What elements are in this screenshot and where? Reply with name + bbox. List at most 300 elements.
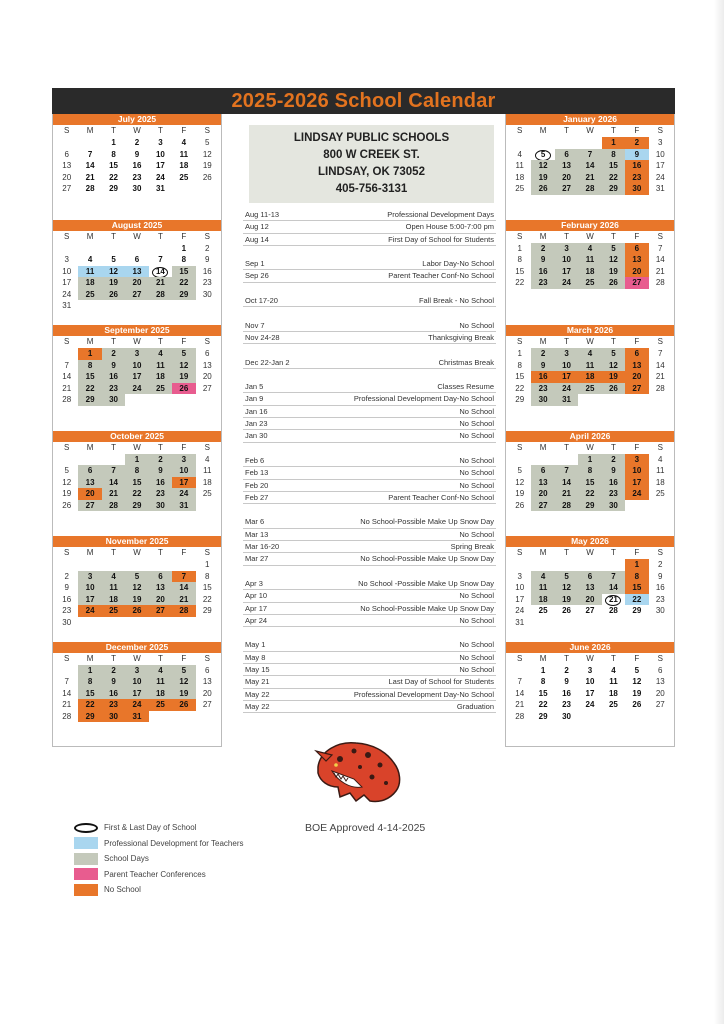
empty-cell (196, 183, 219, 195)
day-cell: 8 (517, 255, 522, 264)
weekday-label: S (657, 653, 663, 663)
empty-cell (172, 183, 195, 195)
event-date: Aug 14 (245, 234, 269, 244)
day-cell: 29 (515, 395, 525, 404)
day-cell: 13 (531, 477, 554, 489)
day-cell: 30 (625, 183, 648, 195)
day-cell: 19 (125, 594, 148, 606)
day-cell: 16 (625, 160, 648, 172)
event-name: No School (459, 591, 494, 601)
empty-cell (125, 559, 148, 571)
empty-cell (102, 243, 125, 255)
day-cell: 22 (78, 699, 101, 711)
empty-cell (578, 617, 601, 629)
weekday-label: S (204, 337, 210, 346)
day-cell: 1 (205, 560, 210, 569)
day-cell: 3 (625, 454, 648, 466)
weekday-label: F (181, 442, 187, 452)
day-cell: 17 (125, 688, 148, 700)
legend-label: First & Last Day of School (104, 823, 197, 833)
weekday-label: T (564, 442, 569, 452)
day-cell: 23 (625, 172, 648, 184)
empty-cell (508, 137, 531, 149)
day-cell: 8 (625, 571, 648, 583)
day-cell: 6 (578, 571, 601, 583)
day-cell: 27 (202, 700, 212, 709)
event-row (243, 234, 496, 246)
legend-label: Professional Development for Teachers (104, 838, 244, 848)
day-cell: 2 (564, 665, 569, 675)
day-cell: 22 (578, 488, 601, 500)
day-cell: 7 (64, 360, 69, 370)
day-cell: 2 (625, 137, 648, 149)
day-cell: 20 (202, 372, 212, 381)
day-cell: 17 (515, 594, 525, 604)
day-cell: 19 (602, 371, 625, 383)
day-cell: 15 (202, 583, 212, 592)
event-date: Jan 9 (245, 394, 264, 404)
day-cell: 24 (78, 605, 101, 617)
day-cell: 20 (78, 488, 101, 500)
weekday-label: W (133, 231, 141, 241)
day-cell: 4 (517, 149, 522, 159)
weekday-label: S (657, 231, 663, 241)
day-cell (531, 149, 554, 161)
month-block (506, 536, 674, 642)
month-block (53, 536, 221, 642)
legend-item (74, 820, 243, 836)
day-cell: 25 (202, 489, 212, 498)
day-cell: 23 (531, 383, 554, 395)
month-block (53, 220, 221, 326)
weekday-label: W (586, 231, 594, 241)
day-cell: 10 (515, 583, 525, 592)
empty-cell (149, 711, 172, 723)
day-cell: 21 (85, 172, 95, 182)
empty-cell (196, 711, 219, 723)
day-cell: 2 (602, 454, 625, 466)
weekday-label: S (517, 548, 523, 557)
day-cell: 17 (625, 477, 648, 489)
day-cell: 26 (602, 383, 625, 395)
day-cell: 28 (172, 605, 195, 617)
empty-cell (78, 243, 101, 255)
weekday-header (506, 125, 674, 136)
day-cell: 11 (149, 360, 172, 372)
weekday-label: W (586, 548, 594, 557)
legend-item (74, 836, 243, 852)
day-cell: 15 (602, 160, 625, 172)
day-cell: 12 (202, 149, 212, 159)
empty-cell (78, 454, 101, 466)
event-row (243, 701, 496, 713)
event-name: No School -Possible Make Up Snow Day (358, 578, 494, 588)
event-name: No School (459, 431, 494, 441)
day-cell: 24 (172, 488, 195, 500)
month-title: April 2026 (506, 431, 674, 442)
day-cell: 8 (205, 571, 210, 581)
weekday-label: T (111, 126, 116, 135)
day-cell: 28 (655, 278, 665, 287)
day-cell: 25 (149, 383, 172, 395)
day-cell: 11 (531, 582, 554, 594)
day-cell: 19 (202, 161, 212, 170)
weekday-label: F (181, 653, 187, 663)
weekday-label: S (64, 442, 70, 452)
event-name: Christmas Break (438, 357, 494, 367)
day-cell: 1 (78, 348, 101, 360)
day-cell: 1 (602, 137, 625, 149)
day-cell: 29 (78, 711, 101, 723)
day-cell: 27 (62, 184, 72, 193)
weekday-label: S (204, 548, 210, 557)
day-cell: 26 (172, 699, 195, 711)
day-cell: 1 (111, 138, 116, 147)
month-title: December 2025 (53, 642, 221, 653)
weekday-label: S (64, 126, 70, 135)
event-name: No School-Possible Make Up Snow Day (360, 517, 494, 527)
day-cell: 20 (531, 488, 554, 500)
day-cell: 8 (602, 149, 625, 161)
color-swatch (74, 868, 98, 880)
event-date: Mar 13 (245, 529, 269, 539)
event-date (245, 443, 315, 455)
weekday-label: S (204, 442, 210, 452)
weekday-label: W (586, 126, 594, 135)
weekday-label: T (111, 231, 116, 241)
day-cell: 27 (625, 277, 648, 289)
day-cell: 14 (655, 255, 665, 264)
day-cell: 13 (78, 477, 101, 489)
day-cell: 20 (625, 371, 648, 383)
day-cell: 2 (102, 348, 125, 360)
weekday-label: T (111, 548, 116, 557)
event-row (243, 258, 496, 270)
day-cell: 9 (602, 465, 625, 477)
day-cell: 16 (149, 477, 172, 489)
event-date: Mar 6 (245, 517, 265, 527)
day-cell: 29 (602, 183, 625, 195)
empty-cell (602, 711, 625, 723)
day-cell: 1 (181, 243, 187, 253)
day-cell: 20 (62, 172, 72, 182)
day-cell: 3 (125, 348, 148, 360)
event-name: Open House 5:00-7:00 pm (405, 222, 494, 232)
event-date: Apr 24 (245, 615, 268, 625)
day-cell: 9 (134, 149, 140, 159)
day-cell: 20 (555, 172, 578, 184)
day-cell: 15 (172, 266, 195, 278)
day-cell: 11 (515, 161, 524, 170)
event-row (243, 357, 496, 369)
day-cell: 8 (78, 360, 101, 372)
weekday-label: T (610, 442, 616, 452)
event-row (243, 603, 496, 615)
day-cell: 12 (555, 582, 578, 594)
day-cell: 28 (578, 183, 601, 195)
weekday-header (506, 442, 674, 453)
day-cell: 28 (655, 383, 665, 393)
day-cell: 2 (102, 665, 125, 677)
day-grid (506, 664, 674, 723)
day-cell: 30 (562, 711, 572, 721)
day-cell: 10 (625, 465, 648, 477)
event-name: No School (459, 664, 494, 674)
color-swatch (74, 853, 98, 865)
day-cell: 18 (149, 371, 172, 383)
day-cell: 31 (515, 617, 525, 627)
weekday-label: M (86, 653, 94, 663)
month-title: September 2025 (53, 325, 221, 336)
day-cell: 18 (102, 594, 125, 606)
day-cell: 19 (555, 594, 578, 606)
event-name: Professional Development Day-No School (353, 689, 494, 699)
day-cell: 13 (555, 160, 578, 172)
day-cell: 12 (602, 360, 625, 372)
day-cell: 4 (87, 255, 93, 264)
weekday-label: M (539, 126, 547, 135)
day-cell: 6 (205, 349, 210, 358)
legend (74, 820, 243, 898)
empty-cell (531, 454, 554, 466)
event-date: Jan 5 (245, 382, 264, 392)
day-grid (506, 453, 674, 512)
empty-cell (78, 137, 101, 149)
day-cell: 23 (602, 488, 625, 500)
day-grid (53, 347, 221, 406)
day-cell: 12 (172, 676, 195, 688)
event-date: Sep 26 (245, 271, 269, 281)
legend-item (74, 851, 243, 867)
month-title: May 2026 (506, 536, 674, 547)
day-cell: 19 (172, 688, 195, 700)
day-cell: 5 (555, 571, 578, 583)
event-row (243, 418, 496, 430)
day-cell: 8 (181, 255, 187, 264)
day-cell: 9 (531, 360, 554, 372)
day-cell: 27 (78, 500, 101, 512)
day-cell: 14 (172, 582, 195, 594)
day-cell: 29 (125, 500, 148, 512)
day-cell: 5 (602, 243, 625, 255)
event-date: Feb 13 (245, 468, 269, 478)
empty-cell (625, 617, 648, 629)
empty-cell (172, 300, 195, 312)
day-cell: 18 (578, 371, 601, 383)
weekday-label: F (634, 126, 640, 135)
event-name: Graduation (456, 701, 494, 711)
weekday-label: S (64, 548, 70, 557)
day-cell: 20 (655, 688, 665, 698)
day-cell: 24 (625, 488, 648, 500)
event-date: Apr 10 (245, 591, 268, 601)
event-date: Nov 7 (245, 320, 265, 330)
day-cell: 10 (155, 149, 165, 159)
day-cell: 5 (172, 348, 195, 360)
weekday-label: S (657, 548, 663, 557)
day-cell: 21 (62, 383, 72, 393)
day-cell: 25 (515, 184, 525, 193)
day-cell: 25 (608, 700, 618, 709)
day-cell: 26 (562, 606, 572, 615)
weekday-label: T (157, 126, 163, 135)
empty-cell (578, 711, 601, 723)
day-cell: 16 (102, 371, 125, 383)
events-column (243, 125, 496, 713)
weekday-label: T (111, 337, 116, 346)
event-row (243, 639, 496, 651)
left-month-column (52, 114, 222, 747)
event-spacer (243, 566, 496, 578)
event-name: Professional Development Days (387, 210, 494, 219)
weekday-label: S (204, 231, 210, 241)
day-cell: 23 (132, 172, 142, 182)
event-name: Parent Teacher Conf-No School (388, 271, 494, 281)
day-cell: 21 (655, 372, 665, 381)
day-cell: 16 (102, 688, 125, 700)
event-date: Apr 3 (245, 578, 263, 588)
weekday-label: F (634, 442, 640, 452)
day-cell: 31 (655, 184, 665, 193)
day-cell: 8 (578, 465, 601, 477)
event-name: No School-Possible Make Up Snow Day (360, 554, 494, 564)
day-cell: 12 (531, 160, 554, 172)
weekday-label: S (64, 653, 70, 663)
day-cell: 4 (181, 138, 187, 147)
page-title: 2025-2026 School Calendar (231, 90, 496, 112)
event-name: Last Day of School for Students (388, 677, 494, 687)
day-cell: 18 (655, 477, 665, 487)
day-cell: 30 (102, 394, 125, 406)
weekday-label: T (564, 653, 569, 663)
day-cell: 6 (658, 665, 663, 675)
day-cell: 9 (102, 676, 125, 688)
day-cell: 13 (149, 582, 172, 594)
day-cell: 24 (155, 172, 165, 182)
day-cell: 26 (125, 605, 148, 617)
weekday-label: M (86, 337, 94, 346)
day-cell: 5 (517, 466, 522, 475)
day-cell: 6 (64, 149, 69, 159)
event-row (243, 480, 496, 492)
day-cell: 9 (564, 677, 569, 686)
event-name: Spring Break (450, 542, 494, 552)
event-row (243, 529, 496, 541)
day-cell: 28 (85, 184, 95, 193)
day-cell: 18 (78, 277, 101, 289)
day-cell: 20 (149, 594, 172, 606)
day-cell: 20 (578, 594, 601, 606)
weekday-label: W (133, 337, 141, 346)
legend-label: Parent Teacher Conferences (104, 869, 206, 879)
empty-cell (102, 300, 125, 312)
school-street: 800 W CREEK ST. (323, 149, 420, 161)
day-cell: 26 (602, 277, 625, 289)
day-cell: 8 (78, 676, 101, 688)
day-cell: 31 (555, 394, 578, 406)
day-cell: 14 (555, 477, 578, 489)
day-cell: 6 (78, 465, 101, 477)
month-block (506, 114, 674, 220)
event-row (243, 430, 496, 442)
day-cell: 28 (608, 606, 618, 615)
day-cell: 25 (578, 383, 601, 395)
weekday-label: M (539, 548, 547, 557)
empty-cell (508, 454, 531, 466)
day-cell: 28 (102, 500, 125, 512)
empty-cell (196, 394, 219, 406)
empty-cell (102, 559, 125, 571)
day-cell: 13 (625, 360, 648, 372)
weekday-label: S (64, 231, 70, 241)
day-cell: 12 (515, 477, 525, 487)
month-block (53, 642, 221, 748)
event-date: Mar 16-20 (245, 542, 280, 552)
weekday-header (506, 547, 674, 558)
day-cell: 31 (172, 500, 195, 512)
day-cell: 11 (78, 266, 101, 278)
day-cell: 15 (578, 477, 601, 489)
month-title: October 2025 (53, 431, 221, 442)
weekday-label: S (517, 231, 523, 241)
day-cell: 23 (202, 278, 212, 287)
legend-label: No School (104, 885, 141, 895)
day-cell: 15 (538, 688, 548, 698)
event-row (243, 615, 496, 627)
empty-cell (578, 559, 601, 571)
empty-cell (125, 617, 148, 629)
day-cell: 13 (202, 677, 212, 686)
empty-cell (602, 559, 625, 571)
legend-label: School Days (104, 854, 149, 864)
day-circle: 5 (535, 150, 551, 161)
day-cell: 3 (78, 571, 101, 583)
day-cell: 30 (62, 617, 72, 627)
day-cell: 25 (538, 606, 548, 615)
day-cell: 25 (78, 289, 101, 301)
day-cell: 15 (125, 477, 148, 489)
day-cell: 24 (555, 383, 578, 395)
day-cell: 1 (517, 349, 522, 358)
day-cell: 14 (515, 688, 525, 698)
weekday-label: T (564, 337, 569, 346)
month-block (506, 220, 674, 326)
empty-cell (555, 559, 578, 571)
day-cell: 14 (62, 688, 72, 698)
day-cell: 2 (134, 138, 140, 147)
day-cell: 27 (202, 383, 212, 393)
empty-cell (55, 348, 78, 360)
day-cell: 16 (562, 688, 572, 698)
day-cell: 18 (202, 477, 212, 487)
empty-cell (649, 500, 672, 512)
day-cell: 28 (555, 500, 578, 512)
event-date (245, 307, 315, 319)
day-cell: 1 (540, 665, 546, 675)
event-date (245, 504, 315, 516)
empty-cell (555, 454, 578, 466)
empty-cell (55, 559, 78, 571)
day-cell: 21 (172, 594, 195, 606)
event-name: No School (459, 455, 494, 465)
day-cell: 23 (149, 488, 172, 500)
day-cell: 2 (531, 348, 554, 360)
weekday-label: T (564, 548, 569, 557)
empty-cell (508, 559, 531, 571)
day-cell: 22 (172, 277, 195, 289)
day-cell: 13 (625, 254, 648, 266)
event-row (243, 516, 496, 528)
